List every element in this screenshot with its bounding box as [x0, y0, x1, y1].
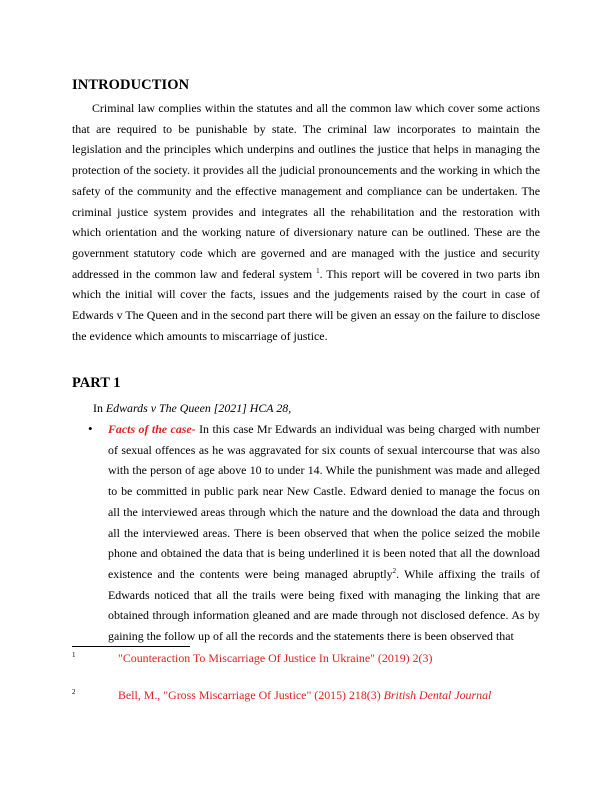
footnote-citation: Bell, M., "Gross Miscarriage Of Justice" (2015) 218(3)	[118, 688, 384, 702]
footnote-text	[118, 651, 432, 665]
footnote-number: 1	[72, 651, 76, 659]
footnote-separator	[72, 646, 190, 647]
footnote-journal: British Dental Journal	[383, 688, 492, 702]
case-intro-line	[93, 398, 291, 418]
introduction-text-continued: . This report will be covered in two parts ibn which the initial will cover the facts, issues and the judgements raised by the court in case of Edwards v The Queen and in the second part there will be given an essay on the failure to disclose the evidence which amounts to miscarriage of justice.	[72, 266, 540, 343]
facts-text: In this case Mr Edwards an individual was being charged with number of sexual offences as he was aggravated for six counts of sexual intercourse that was also with the person of age above 10 to under 14. While the punishment was made and alleged to be committed in public park near New Castle. Edward denied to manage the focus on all the interviewed areas through which the nature and the download the data and through all the interviewed areas. There is been observed that when the police seized the mobile phone and obtained the data that is being underlined it is been noted that all the download existence and the contents were being managed abruptly	[108, 422, 540, 581]
introduction-heading: INTRODUCTION	[72, 77, 190, 93]
facts-text-continued: . While affixing the trails of Edwards noticed that all the trails were being fixed with managing the linking that are obtained through information gleaned and are made through not disclosed defence. As by gaining the follow up of all the records and the statements there is been observed that	[108, 566, 540, 644]
footnote-citation: "Counteraction To Miscarriage Of Justice In Ukraine" (2019) 2(3)	[118, 651, 433, 665]
case-prefix: In	[93, 401, 106, 415]
footnote-number: 2	[72, 688, 76, 696]
part1-heading: PART 1	[72, 375, 121, 391]
case-citation: Edwards v The Queen [2021] HCA 28,	[105, 401, 292, 415]
bullet-icon: •	[88, 421, 93, 436]
footnote-text	[118, 688, 491, 702]
introduction-text: Criminal law complies within the statutes and all the common law which cover some actions that are required to be punishable by state. The criminal law incorporates to maintain the legislation and the principles which underpins and outlines the justice that helps in managing the protection of the society. it provides all the judicial pronouncements and the working in which the safety of the community and the effective management and compliance can be undertaken. The criminal justice system provides and integrates all the rehabilitation and the restoration with which orientation and the working nature of diversionary nature can be outlined. These are the government statutory code which are governed and are managed with the justice and security addressed in the common law and federal system	[72, 101, 540, 281]
footnote-ref-2[interactable]: 2	[392, 566, 397, 575]
facts-paragraph	[108, 419, 540, 647]
introduction-paragraph	[72, 98, 540, 346]
footnote-ref-1[interactable]: 1	[316, 266, 320, 275]
facts-label: Facts of the case-	[108, 422, 196, 436]
